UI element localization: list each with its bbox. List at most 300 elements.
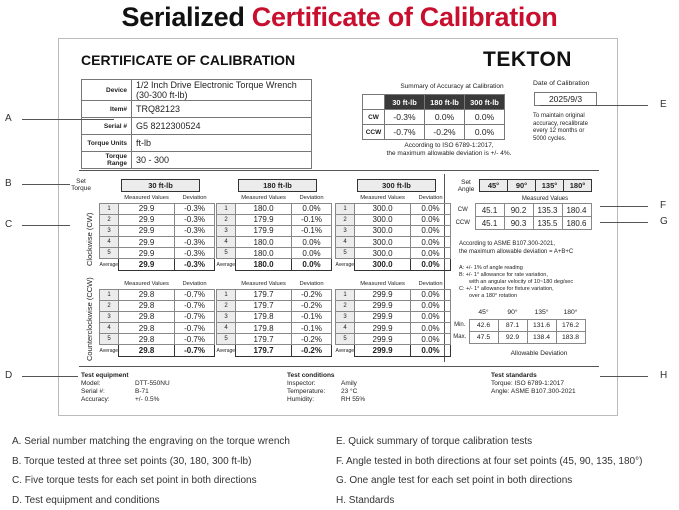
- deviation-value: -0.3%: [175, 237, 215, 248]
- average-label: Average: [100, 259, 119, 270]
- average-deviation: 0.0%: [411, 259, 451, 270]
- average-row: [100, 345, 215, 356]
- test-index: 2: [100, 214, 119, 225]
- summary-title: Summary of Accuracy at Calibration: [377, 83, 527, 91]
- set-angle-value: 90°: [508, 180, 536, 192]
- test-index: 5: [336, 334, 355, 345]
- field-value: 30 - 300: [132, 152, 312, 169]
- measurement-row: [100, 225, 215, 236]
- info-line: [287, 396, 365, 404]
- test-conditions: Test conditions Inspector: Amily Temperature: 23 °C Humidity: RH 55%: [287, 372, 365, 404]
- measurement-row: [217, 311, 332, 322]
- info-key: Accuracy:: [81, 396, 135, 404]
- measured-value: 299.9: [355, 323, 411, 334]
- set-torque-box: [121, 179, 200, 192]
- test-index: 5: [336, 248, 355, 259]
- measured-value: 180.0: [236, 203, 292, 214]
- field-value: TRQ82123: [132, 101, 312, 118]
- caption-a: A. Serial number matching the engraving on the torque wrench: [12, 432, 290, 452]
- average-label: Average: [336, 259, 355, 270]
- marker-e-line: [540, 105, 648, 106]
- deviation-angle-header: 180°: [556, 307, 585, 319]
- deviation-limit: 87.1: [498, 319, 527, 331]
- measured-value: 29.9: [119, 203, 175, 214]
- measurement-row: [336, 289, 451, 300]
- angle-measured-table: [451, 203, 592, 230]
- measured-value: 29.9: [119, 237, 175, 248]
- caption-d: D. Test equipment and conditions: [12, 491, 290, 510]
- captions-right: [336, 432, 642, 510]
- marker-b-line: [22, 184, 70, 185]
- field-label: Item#: [82, 101, 132, 118]
- deviation-value: -0.3%: [175, 214, 215, 225]
- angle-direction: CCW: [451, 217, 475, 230]
- ccw-measurement-table: [335, 280, 451, 357]
- caption-h: H. Standards: [336, 491, 642, 510]
- info-line: [81, 388, 170, 396]
- deviation-value: -0.1%: [292, 225, 332, 236]
- field-value: ft-lb: [132, 135, 312, 152]
- set-torque-box: [238, 179, 317, 192]
- caption-c: C. Five torque tests for each set point in both directions: [12, 471, 290, 491]
- deviation-value: -0.3%: [175, 248, 215, 259]
- measurement-row: [336, 248, 451, 259]
- info-value: 23 °C: [341, 388, 357, 395]
- field-label: Torque Units: [82, 135, 132, 152]
- deviation-limit: 47.5: [469, 331, 498, 343]
- measurement-row: [217, 323, 332, 334]
- field-label: Device: [82, 80, 132, 101]
- measured-value: 300.0: [355, 203, 411, 214]
- set-torque-value: 300 ft-lb: [358, 180, 436, 192]
- allowable-deviation-table: [451, 307, 586, 344]
- device-row: [82, 80, 312, 101]
- measured-value: 29.9: [119, 248, 175, 259]
- deviation-value: 0.0%: [411, 323, 451, 334]
- captions-left: [12, 432, 290, 510]
- field-label: Serial #: [82, 118, 132, 135]
- measurement-row: [217, 237, 332, 248]
- measured-value: 299.9: [355, 300, 411, 311]
- measurement-row: [217, 300, 332, 311]
- summary-value: 0.0%: [425, 110, 465, 125]
- angle-measured-label: Measured Values: [495, 195, 595, 203]
- info-value: DTT-550NU: [135, 380, 170, 387]
- measurement-row: [100, 237, 215, 248]
- deviation-value: 0.0%: [411, 311, 451, 322]
- measured-value: 29.8: [119, 323, 175, 334]
- test-index: 4: [336, 237, 355, 248]
- deviation-value: 0.0%: [411, 300, 451, 311]
- device-row: [82, 101, 312, 118]
- test-standards: Test standards Torque: ISO 6789-1:2017 Angle: ASME B107.300-2021: [491, 372, 576, 396]
- average-label: Average: [100, 345, 119, 356]
- deviation-value: -0.7%: [175, 300, 215, 311]
- average-row: [100, 259, 215, 270]
- angle-set-table: [479, 179, 592, 192]
- measured-value: 179.9: [236, 225, 292, 236]
- marker-c-line: [22, 225, 70, 226]
- cw-measurement-table: [216, 194, 332, 271]
- measured-value: 300.0: [355, 214, 411, 225]
- field-label: Torque Range: [82, 152, 132, 169]
- deviation-value: -0.1%: [292, 214, 332, 225]
- col-measured: Measured Values: [355, 280, 411, 289]
- col-measured: Measured Values: [119, 280, 175, 289]
- field-value: G5 8212300524: [132, 118, 312, 135]
- col-deviation: Deviation: [175, 194, 215, 203]
- summary-header: 300 ft-lb: [465, 95, 505, 110]
- average-measured: 300.0: [355, 259, 411, 270]
- marker-h-line: [600, 376, 648, 377]
- deviation-value: 0.0%: [411, 214, 451, 225]
- date-value: 2025/9/3: [534, 92, 597, 106]
- info-value: +/- 0.5%: [135, 396, 159, 403]
- info-key: Inspector:: [287, 380, 341, 388]
- info-line: [81, 396, 170, 404]
- device-row: [82, 152, 312, 169]
- deviation-limit: 176.2: [556, 319, 585, 331]
- cw-measurement-table: [335, 194, 451, 271]
- caption-g: G. One angle test for each set point in both directions: [336, 471, 642, 491]
- cw-label: Clockwise (CW): [85, 213, 94, 266]
- deviation-value: -0.1%: [292, 311, 332, 322]
- summary-value: 0.0%: [465, 125, 505, 140]
- device-row: [82, 118, 312, 135]
- test-index: 2: [100, 300, 119, 311]
- deviation-limit: 92.9: [498, 331, 527, 343]
- info-line: [287, 388, 365, 396]
- measurement-row: [336, 225, 451, 236]
- angle-row: [451, 204, 591, 217]
- average-deviation: 0.0%: [292, 259, 332, 270]
- col-deviation: Deviation: [292, 280, 332, 289]
- test-index: 4: [100, 323, 119, 334]
- deviation-row-label: Min.: [451, 319, 469, 331]
- allowable-deviation-label: Allowable Deviation: [481, 350, 597, 358]
- test-index: 5: [217, 248, 236, 259]
- caption-f: F. Angle tested in both directions at four set points (45, 90, 135, 180°): [336, 452, 642, 472]
- test-index: 3: [336, 225, 355, 236]
- test-index: 4: [217, 323, 236, 334]
- average-measured: 29.8: [119, 345, 175, 356]
- col-deviation: Deviation: [411, 194, 451, 203]
- summary-header: 180 ft-lb: [425, 95, 465, 110]
- ccw-measurement-table: [99, 280, 215, 357]
- info-line: [81, 380, 170, 388]
- summary-value: 0.0%: [465, 110, 505, 125]
- set-torque-box: [357, 179, 436, 192]
- measured-value: 179.7: [236, 334, 292, 345]
- deviation-value: -0.2%: [292, 334, 332, 345]
- blank: [100, 280, 119, 289]
- marker-g-line: [600, 222, 648, 223]
- deviation-value: 0.0%: [292, 248, 332, 259]
- angle-measured-value: 90.3: [504, 217, 533, 230]
- test-index: 3: [217, 225, 236, 236]
- deviation-value: 0.0%: [292, 237, 332, 248]
- test-index: 1: [336, 289, 355, 300]
- device-info-table: [81, 79, 312, 169]
- test-index: 2: [336, 214, 355, 225]
- marker-c: C: [5, 219, 12, 230]
- angle-measured-value: 90.2: [504, 204, 533, 217]
- angle-measured-value: 180.4: [562, 204, 591, 217]
- marker-e: E: [660, 99, 667, 110]
- angle-measured-value: 45.1: [475, 204, 504, 217]
- col-measured: Measured Values: [236, 280, 292, 289]
- average-label: Average: [217, 259, 236, 270]
- measured-value: 29.8: [119, 311, 175, 322]
- measured-value: 179.9: [236, 214, 292, 225]
- info-key: Humidity:: [287, 396, 341, 404]
- test-index: 5: [100, 334, 119, 345]
- deviation-limit: 138.4: [527, 331, 556, 343]
- angle-measured-value: 180.6: [562, 217, 591, 230]
- measurement-row: [217, 225, 332, 236]
- section-divider: [79, 170, 599, 171]
- measurement-row: [100, 289, 215, 300]
- measurement-row: [336, 203, 451, 214]
- average-label: Average: [336, 345, 355, 356]
- deviation-value: 0.0%: [411, 248, 451, 259]
- average-measured: 180.0: [236, 259, 292, 270]
- deviation-value: -0.3%: [175, 225, 215, 236]
- info-key: Temperature:: [287, 388, 341, 396]
- measured-value: 300.0: [355, 237, 411, 248]
- info-key: Model:: [81, 380, 135, 388]
- section-divider-bottom: [79, 366, 599, 367]
- measurement-row: [100, 323, 215, 334]
- set-torque-value: 30 ft-lb: [122, 180, 200, 192]
- col-deviation: Deviation: [175, 280, 215, 289]
- summary-row-label: CCW: [363, 125, 385, 140]
- set-angle-label: Set Angle: [455, 179, 477, 193]
- measurement-row: [100, 334, 215, 345]
- average-row: [336, 345, 451, 356]
- device-row: [82, 135, 312, 152]
- measurement-row: [100, 300, 215, 311]
- test-index: 5: [217, 334, 236, 345]
- measured-value: 29.9: [119, 214, 175, 225]
- average-measured: 29.9: [119, 259, 175, 270]
- deviation-row-label: Max.: [451, 331, 469, 343]
- blank: [217, 280, 236, 289]
- deviation-value: 0.0%: [292, 203, 332, 214]
- measurement-row: [100, 311, 215, 322]
- test-index: 1: [217, 203, 236, 214]
- summary-row-label: CW: [363, 110, 385, 125]
- tekton-logo: TEKTON: [483, 48, 572, 72]
- average-deviation: 0.0%: [411, 345, 451, 356]
- field-value: 1/2 Inch Drive Electronic Torque Wrench (30-300 ft-lb): [132, 80, 312, 101]
- deviation-angle-header: 135°: [527, 307, 556, 319]
- summary-value: -0.7%: [385, 125, 425, 140]
- test-index: 3: [336, 311, 355, 322]
- measured-value: 179.7: [236, 289, 292, 300]
- summary-note: According to ISO 6789-1:2017, the maximum allowable deviation is +/- 4%.: [359, 142, 539, 158]
- summary-value: -0.2%: [425, 125, 465, 140]
- measurement-row: [336, 334, 451, 345]
- measurement-row: [217, 203, 332, 214]
- marker-f: F: [660, 200, 666, 211]
- measured-value: 300.0: [355, 225, 411, 236]
- test-index: 1: [336, 203, 355, 214]
- marker-f-line: [600, 206, 648, 207]
- deviation-limit: 131.6: [527, 319, 556, 331]
- deviation-limit: 42.6: [469, 319, 498, 331]
- deviation-value: -0.7%: [175, 323, 215, 334]
- measurement-row: [336, 300, 451, 311]
- set-torque-value: 180 ft-lb: [239, 180, 317, 192]
- asme-note: According to ASME B107.300-2021, the maximum allowable deviation = A+B+C: [459, 241, 573, 256]
- measured-value: 300.0: [355, 248, 411, 259]
- test-index: 1: [100, 289, 119, 300]
- measured-value: 29.9: [119, 225, 175, 236]
- info-value: RH 55%: [341, 396, 365, 403]
- measured-value: 299.9: [355, 334, 411, 345]
- deviation-value: -0.3%: [175, 203, 215, 214]
- average-deviation: -0.2%: [292, 345, 332, 356]
- angle-row: [451, 217, 591, 230]
- marker-h: H: [660, 370, 667, 381]
- certificate-title: CERTIFICATE OF CALIBRATION: [81, 52, 295, 68]
- set-angle-value: 45°: [480, 180, 508, 192]
- deviation-row: [451, 319, 585, 331]
- summary-header-row: [363, 95, 505, 110]
- caption-b: B. Torque tested at three set points (30, 180, 300 ft-lb): [12, 452, 290, 472]
- deviation-value: -0.7%: [175, 289, 215, 300]
- col-measured: Measured Values: [119, 194, 175, 203]
- measurement-row: [336, 323, 451, 334]
- col-measured: Measured Values: [355, 194, 411, 203]
- measurement-row: [217, 334, 332, 345]
- angle-direction: CW: [451, 204, 475, 217]
- measurement-row: [336, 214, 451, 225]
- deviation-value: -0.2%: [292, 289, 332, 300]
- summary-corner: [363, 95, 385, 110]
- measured-value: 29.8: [119, 300, 175, 311]
- test-index: 3: [100, 225, 119, 236]
- measurement-row: [217, 248, 332, 259]
- info-value: B-71: [135, 388, 149, 395]
- ccw-label: Counterclockwise (CCW): [85, 277, 94, 361]
- angle-measured-value: 45.1: [475, 217, 504, 230]
- certificate: [58, 38, 618, 416]
- test-index: 2: [336, 300, 355, 311]
- summary-table: [362, 94, 505, 140]
- angle-measured-value: 135.3: [533, 204, 562, 217]
- average-deviation: -0.7%: [175, 345, 215, 356]
- deviation-value: 0.0%: [411, 334, 451, 345]
- measured-value: 180.0: [236, 237, 292, 248]
- recalibration-note: To maintain original accuracy, recalibrate every 12 months or 5000 cycles.: [533, 113, 588, 143]
- test-index: 2: [217, 214, 236, 225]
- measurement-row: [336, 237, 451, 248]
- col-deviation: Deviation: [292, 194, 332, 203]
- summary-row: [363, 125, 505, 140]
- measured-value: 29.8: [119, 334, 175, 345]
- measurement-row: [217, 289, 332, 300]
- ccw-measurement-table: [216, 280, 332, 357]
- test-index: 4: [100, 237, 119, 248]
- average-deviation: -0.3%: [175, 259, 215, 270]
- measured-value: 29.8: [119, 289, 175, 300]
- blank: [217, 194, 236, 203]
- deviation-value: -0.7%: [175, 311, 215, 322]
- measured-value: 179.8: [236, 323, 292, 334]
- measurement-row: [336, 311, 451, 322]
- deviation-value: -0.2%: [292, 300, 332, 311]
- measurement-row: [100, 248, 215, 259]
- deviation-value: 0.0%: [411, 237, 451, 248]
- test-index: 3: [100, 311, 119, 322]
- date-label: Date of Calibration: [533, 80, 589, 88]
- average-label: Average: [217, 345, 236, 356]
- measurement-row: [100, 214, 215, 225]
- average-row: [217, 259, 332, 270]
- test-index: 5: [100, 248, 119, 259]
- average-measured: 299.9: [355, 345, 411, 356]
- deviation-value: 0.0%: [411, 289, 451, 300]
- measured-value: 299.9: [355, 289, 411, 300]
- test-index: 1: [100, 203, 119, 214]
- blank: [451, 307, 469, 319]
- deviation-limit: 183.8: [556, 331, 585, 343]
- marker-g: G: [660, 216, 668, 227]
- deviation-value: -0.7%: [175, 334, 215, 345]
- measurement-row: [100, 203, 215, 214]
- caption-e: E. Quick summary of torque calibration tests: [336, 432, 642, 452]
- deviation-angle-header: 90°: [498, 307, 527, 319]
- test-index: 3: [217, 311, 236, 322]
- marker-d: D: [5, 370, 12, 381]
- col-deviation: Deviation: [411, 280, 451, 289]
- average-measured: 179.7: [236, 345, 292, 356]
- test-equipment: Test equipment Model: DTT-550NU Serial #: B-71 Accuracy: +/- 0.5%: [81, 372, 170, 404]
- summary-header: 30 ft-lb: [385, 95, 425, 110]
- deviation-value: 0.0%: [411, 203, 451, 214]
- marker-a: A: [5, 113, 12, 124]
- cw-measurement-table: [99, 194, 215, 271]
- page-heading: Serialized Certificate of Calibration: [0, 2, 679, 33]
- deviation-terms: A: +/- 1% of angle reading B: +/- 1° allowance for rate variation, with an angular velocity of 10~180 deg/sec C: +/- 1° allowance for fixture variation, over a 180° rotation: [459, 265, 573, 300]
- deviation-value: -0.1%: [292, 323, 332, 334]
- summary-value: -0.3%: [385, 110, 425, 125]
- blank: [336, 194, 355, 203]
- test-index: 4: [217, 237, 236, 248]
- marker-d-line: [22, 376, 78, 377]
- col-measured: Measured Values: [236, 194, 292, 203]
- average-row: [336, 259, 451, 270]
- info-value: Amily: [341, 380, 357, 387]
- info-line: [287, 380, 365, 388]
- measured-value: 299.9: [355, 311, 411, 322]
- test-index: 1: [217, 289, 236, 300]
- test-index: 2: [217, 300, 236, 311]
- set-angle-value: 135°: [536, 180, 564, 192]
- set-angle-value: 180°: [564, 180, 592, 192]
- measured-value: 180.0: [236, 248, 292, 259]
- deviation-row: [451, 331, 585, 343]
- measurement-row: [217, 214, 332, 225]
- set-torque-label: Set Torque: [67, 178, 95, 192]
- marker-b: B: [5, 178, 12, 189]
- angle-measured-value: 135.5: [533, 217, 562, 230]
- summary-row: [363, 110, 505, 125]
- test-index: 4: [336, 323, 355, 334]
- measured-value: 179.7: [236, 300, 292, 311]
